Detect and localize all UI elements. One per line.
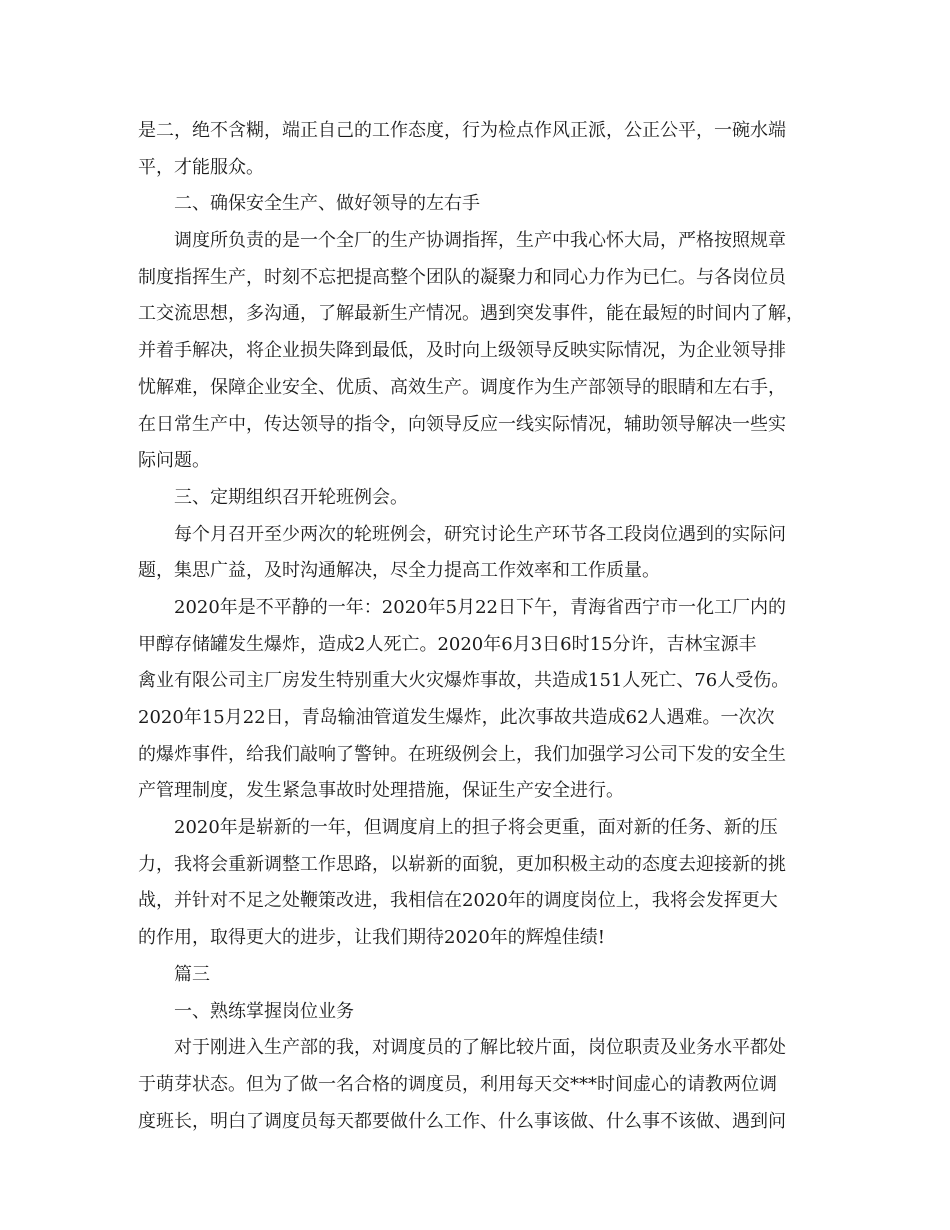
text-line: 的爆炸事件，给我们敲响了警钟。在班级例会上，我们加强学习公司下发的安全生 <box>138 743 786 765</box>
text-line: 每个月召开至少两次的轮班例会，研究讨论生产环节各工段岗位遇到的实际问 <box>174 523 786 545</box>
text-line: 2020年是不平静的一年：2020年5月22日下午，青海省西宁市一化工厂内的 <box>174 596 786 618</box>
text-line: 平，才能服众。 <box>138 156 264 178</box>
text-line: 制度指挥生产，时刻不忘把提高整个团队的凝聚力和同心力作为已仁。与各岗位员 <box>138 266 786 288</box>
text-line: 题，集思广益，及时沟通解决，尽全力提高工作效率和工作质量。 <box>138 560 660 582</box>
text-line: 度班长，明白了调度员每天都要做什么工作、什么事该做、什么事不该做、遇到问 <box>138 1110 786 1132</box>
text-line: 并着手解决，将企业损失降到最低，及时向上级领导反映实际情况，为企业领导排 <box>138 340 786 362</box>
text-line: 调度所负责的是一个全厂的生产协调指挥，生产中我心怀大局，严格按照规章 <box>174 230 786 252</box>
text-line: 战，并针对不足之处鞭策改进，我相信在2020年的调度岗位上，我将会发挥更大 <box>138 890 778 912</box>
text-line: 对于刚进入生产部的我，对调度员的了解比较片面，岗位职责及业务水平都处 <box>174 1037 786 1059</box>
text-line: 篇三 <box>174 963 210 985</box>
text-line: 三、定期组织召开轮班例会。 <box>174 486 408 508</box>
text-line: 2020年是崭新的一年，但调度肩上的担子将会更重，面对新的任务、新的压 <box>174 817 778 839</box>
text-line: 于萌芽状态。但为了做一名合格的调度员，利用每天交***时间虚心的请教两位调 <box>138 1073 777 1095</box>
text-line: 是二，绝不含糊，端正自己的工作态度，行为检点作风正派，公正公平，一碗水端 <box>138 120 786 141</box>
text-line: 一、熟练掌握岗位业务 <box>174 1000 354 1022</box>
text-line: 在日常生产中，传达领导的指令，向领导反应一线实际情况，辅助领导解决一些实 <box>138 413 786 435</box>
text-line: 产管理制度，发生紧急事故时处理措施，保证生产安全进行。 <box>138 780 624 802</box>
text-line: 工交流思想，多沟通，了解最新生产情况。遇到突发事件，能在最短的时间内了解， <box>138 303 804 325</box>
text-line: 禽业有限公司主厂房发生特别重大火灾爆炸事故，共造成151人死亡、76人受伤。 <box>138 670 790 692</box>
text-line: 的作用，取得更大的进步，让我们期待2020年的辉煌佳绩! <box>138 927 606 949</box>
text-line: 二、确保安全生产、做好领导的左右手 <box>174 193 480 215</box>
text-line: 忧解难，保障企业安全、优质、高效生产。调度作为生产部领导的眼睛和左右手， <box>138 376 786 398</box>
document-body <box>138 113 828 1140</box>
text-line: 际问题。 <box>138 450 210 472</box>
text-line: 甲醇存储罐发生爆炸，造成2人死亡。2020年6月3日6时15分许，吉林宝源丰 <box>138 633 757 655</box>
text-line: 力，我将会重新调整工作思路，以崭新的面貌，更加积极主动的态度去迎接新的挑 <box>138 853 786 875</box>
text-line: 2020年15月22日，青岛输油管道发生爆炸，此次事故共造成62人遇难。一次次 <box>138 707 775 728</box>
